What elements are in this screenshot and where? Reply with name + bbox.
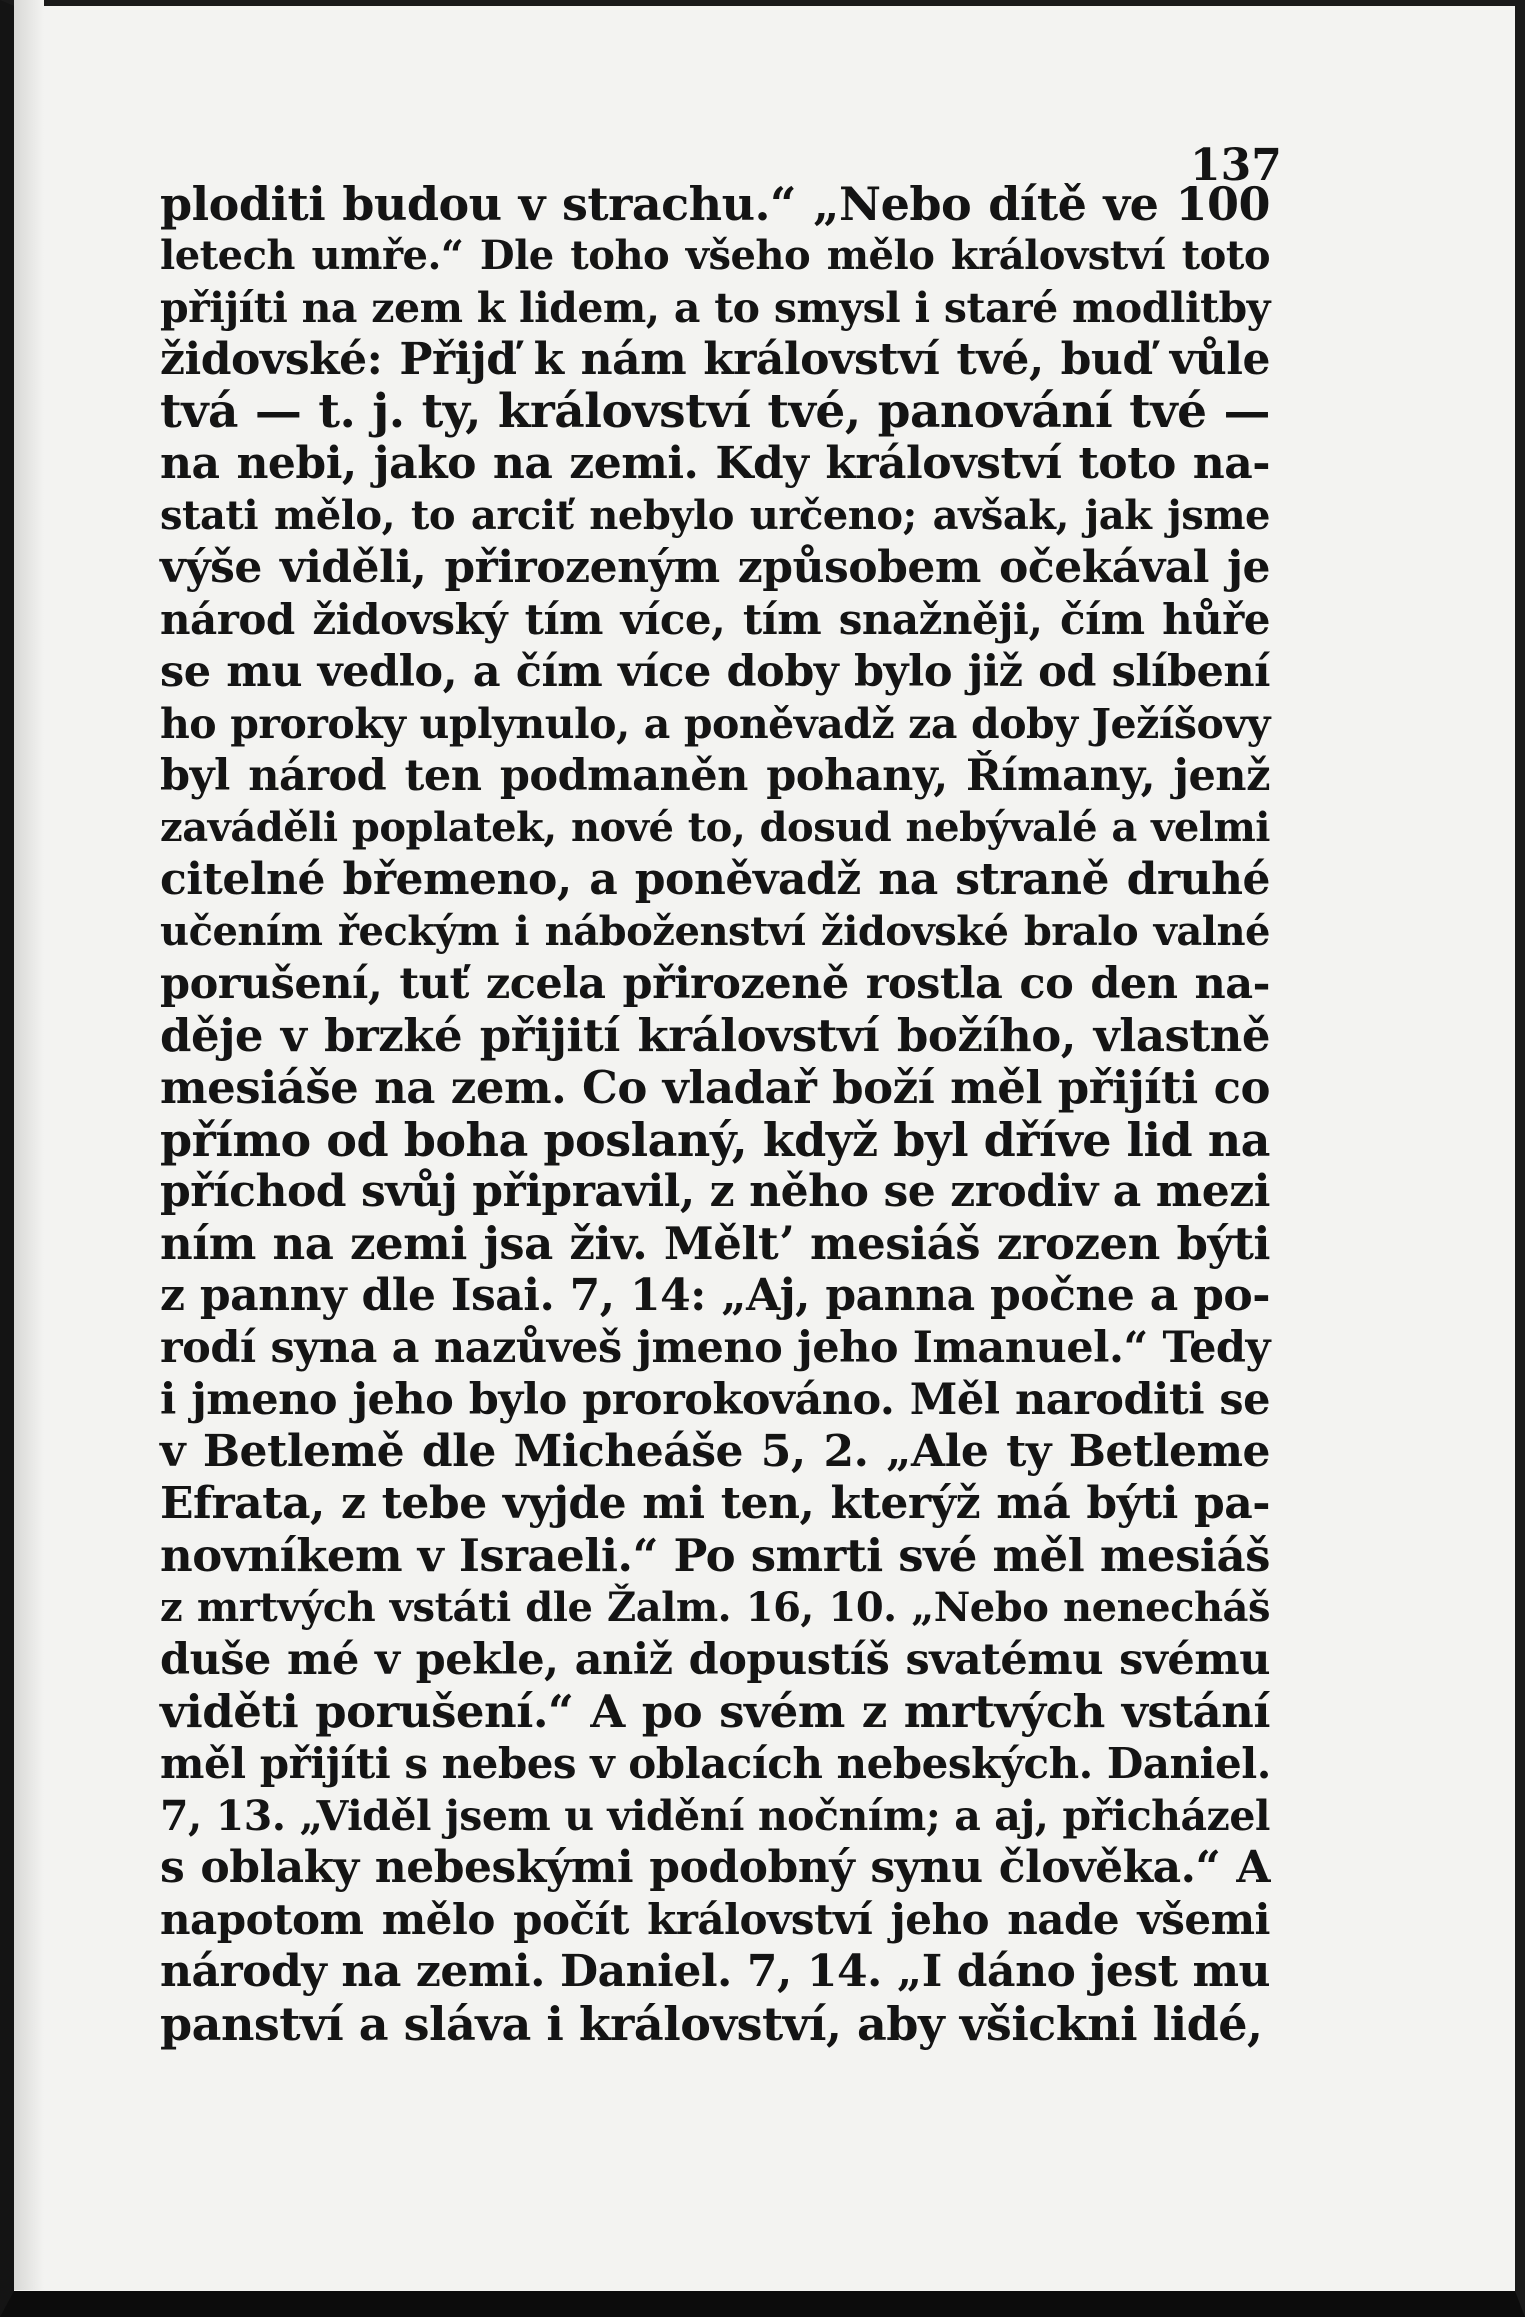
text-line: 7, 13. „Viděl jsem u vidění nočním; a aj, přicházel [160,1792,1270,1840]
text-line: židovské: Přijď k nám království tvé, buď vůle [160,334,1270,385]
text-line: napotom mělo počít království jeho nade všemi [160,1895,1270,1944]
text-line: i jmeno jeho bylo prorokováno. Měl naroditi se [160,1375,1270,1425]
text-line: děje v brzké přijití království božího, vlastně [160,1009,1270,1062]
text-line: výše viděli, přirozeným způsobem očekával je [160,542,1270,593]
text-line: ním na zemi jsa živ. Měltʼ mesiáš zrozen býti [160,1217,1270,1270]
text-line: přijíti na zem k lidem, a to smysl i staré modlitby [160,284,1270,332]
text-line: citelné břemeno, a poněvadž na straně druhé [160,854,1270,905]
text-line: přímo od boha poslaný, když byl dříve lid na [160,1113,1270,1167]
text-line: národy na zemi. Daniel. 7, 14. „I dáno jest mu [160,1946,1270,1997]
text-line: z panny dle Isai. 7, 14: „Aj, panna počne a po- [160,1270,1270,1321]
text-line: z mrtvých vstáti dle Žalm. 16, 10. „Nebo nenecháš [160,1584,1270,1631]
text-line: učením řeckým i náboženství židovské bralo valné [160,908,1270,955]
text-line: v Betlemě dle Micheáše 5, 2. „Ale ty Betleme [160,1426,1270,1477]
text-line: rodí syna a nazůveš jmeno jeho Imanuel.“ Tedy [160,1323,1270,1373]
text-line: s oblaky nebeskými podobný synu člověka.“ A [160,1842,1270,1893]
text-line: letech umře.“ Dle toho všeho mělo království toto [160,232,1270,279]
text-line: novníkem v Israeli.“ Po smrti své měl mesiáš [160,1529,1270,1582]
text-line: se mu vedlo, a čím více doby bylo již od slíbení [160,647,1270,697]
text-line: duše mé v pekle, aniž dopustíš svatému svému [160,1635,1270,1685]
text-line: stati mělo, to arciť nebylo určeno; avšak, jak jsme [160,492,1270,539]
text-line: porušení, tuť zcela přirozeně rostla co den na- [160,959,1270,1009]
text-line: zaváděli poplatek, nové to, dosud nebývalé a velmi [160,804,1270,851]
text-line: mesiáše na zem. Co vladař boží měl přijíti co [160,1061,1270,1114]
text-line: panství a sláva i království, aby všickni lidé, [160,1997,1263,2051]
text-line: viděti porušení.“ A po svém z mrtvých vstání [160,1685,1270,1738]
text-line: tvá — t. j. ty, království tvé, panování tvé — [160,384,1270,439]
text-line: ho proroky uplynulo, a poněvadž za doby Ježíšovy [160,700,1270,748]
text-line: národ židovský tím více, tím snažněji, čím hůře [160,595,1270,644]
text-line: Efrata, z tebe vyjde mi ten, kterýž má býti pa- [160,1478,1270,1529]
text-line: byl národ ten podmaněn pohany, Římany, jenž [160,751,1270,801]
text-line: na nebi, jako na zemi. Kdy království toto na- [160,438,1270,489]
text-line: příchod svůj připravil, z něho se zrodiv a mezi [160,1166,1270,1217]
text-line: ploditi budou v strachu.“ „Nebo dítě ve 100 [160,177,1270,231]
page-number: 137 [1190,140,1282,191]
text-line: měl přijíti s nebes v oblacích nebeských. Daniel. [160,1739,1271,1788]
